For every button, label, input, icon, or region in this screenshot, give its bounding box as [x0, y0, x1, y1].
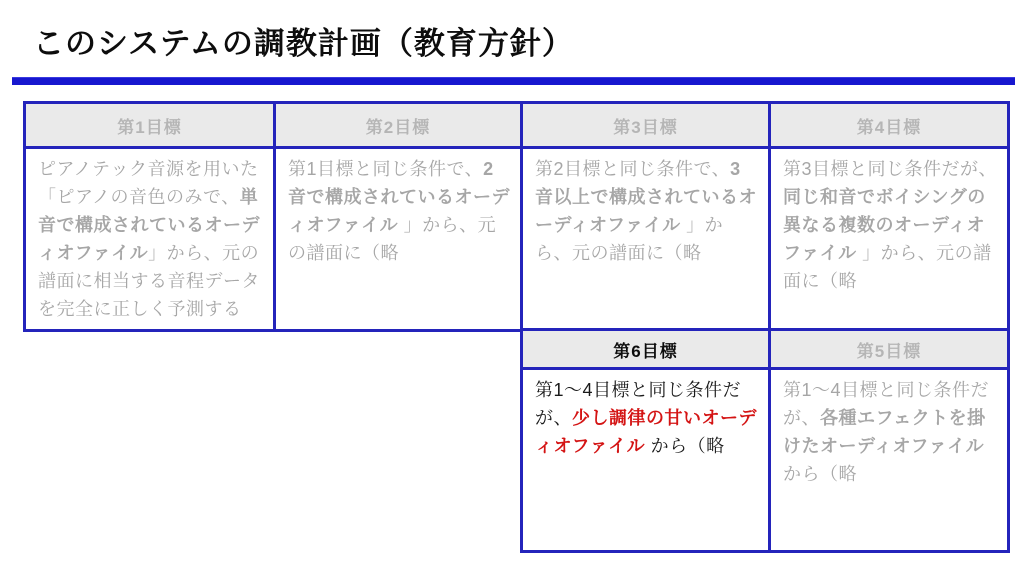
goal-6-suffix-text: から（略	[645, 436, 725, 456]
goal-1-text: ピアノテック音源を用いた「ピアノの音色のみで、	[38, 159, 259, 207]
goals-lower-header-row	[522, 330, 1009, 369]
goals-upper-body-row	[25, 148, 1009, 331]
cell-goal-5	[770, 369, 1009, 552]
goals-table-lower	[520, 328, 1010, 553]
goal-5-text: 第1～4目標と同じ条件だが、	[783, 380, 990, 428]
header-goal-3: 第3目標	[522, 103, 770, 148]
header-goal-4: 第4目標	[770, 103, 1009, 148]
page-title: このシステムの調教計画（教育方針）	[33, 26, 574, 61]
goal-4-suffix-text: 」から、元の譜面に（略	[783, 243, 992, 291]
goal-1-suffix-text: 」から、元の譜面に相当する音程データを完全に正しく予測する	[38, 243, 260, 319]
goals-upper-header-row	[25, 103, 1009, 148]
goal-5-suffix-text: から（略	[783, 464, 857, 484]
goals-lower-body-row	[522, 369, 1009, 552]
goal-3-text: 第2目標と同じ条件で、	[535, 159, 731, 179]
header-goal-6: 第6目標	[522, 330, 770, 369]
goal-1-bold-text: 単音で構成されているオーディオファイル	[38, 187, 260, 263]
goal-5-bold-text: 各種エフェクトを掛けたオーディオファイル	[783, 408, 986, 456]
goal-4-bold-text: 同じ和音でボイシングの異なる複数のオーディオファイル	[783, 187, 986, 263]
goal-3-bold-text: 3音以上で構成されているオーディオファイル	[535, 159, 757, 235]
header-goal-1: 第1目標	[25, 103, 275, 148]
cell-goal-4	[770, 148, 1009, 331]
goal-4-text: 第3目標と同じ条件だが、	[783, 159, 998, 179]
goal-2-bold-text: 2音で構成されているオーディオファイル	[288, 159, 510, 235]
goal-6-red-bold-text: 少し調律の甘いオーディオファイル	[535, 408, 757, 456]
cell-goal-3	[522, 148, 770, 331]
cell-goal-1	[25, 148, 275, 331]
title-underline	[12, 77, 1015, 85]
goal-6-text: 第1～4目標と同じ条件だが、	[535, 380, 742, 428]
goal-3-suffix-text: 」から、元の譜面に（略	[535, 215, 724, 263]
goals-table-upper	[23, 101, 1010, 332]
goal-2-text: 第1目標と同じ条件で、	[288, 159, 484, 179]
header-goal-2: 第2目標	[275, 103, 522, 148]
cell-goal-2	[275, 148, 522, 331]
cell-goal-6	[522, 369, 770, 552]
goal-2-suffix-text: 」から、元の譜面に（略	[288, 215, 497, 263]
header-goal-5: 第5目標	[770, 330, 1009, 369]
